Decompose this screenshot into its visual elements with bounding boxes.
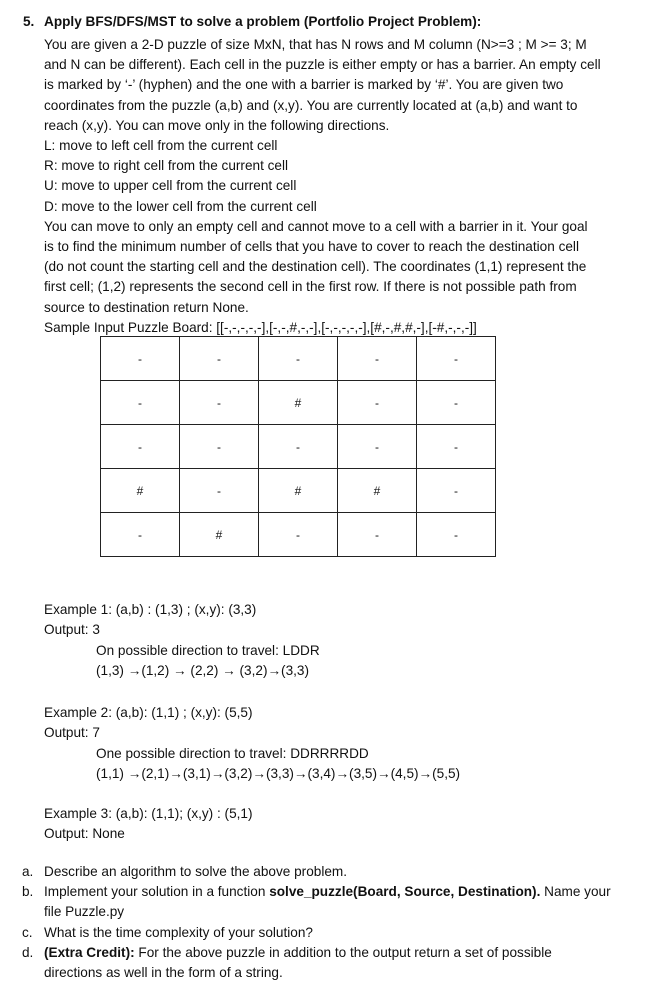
- description-line: source to destination return None.: [44, 299, 249, 315]
- question-a: [22, 862, 642, 882]
- board-cell: #: [180, 513, 259, 557]
- question-text: What is the time complexity of your solution?: [44, 924, 313, 940]
- board-cell: #: [259, 469, 338, 513]
- board-cell: -: [180, 337, 259, 381]
- board-row: [101, 337, 496, 381]
- question-text-line2: file Puzzle.py: [44, 904, 125, 920]
- problem-number: 5.: [23, 14, 35, 29]
- question-list: [22, 862, 642, 983]
- description-line: (do not count the starting cell and the destination cell). The coordinates (1,1) represent the: [44, 259, 587, 275]
- example-output: Output: 7: [44, 725, 100, 741]
- board-row: [101, 513, 496, 557]
- board-cell: -: [417, 337, 496, 381]
- question-letter: d.: [22, 944, 34, 960]
- board-cell: -: [101, 381, 180, 425]
- description-line: first cell; (1,2) represents the second cell in the first row. If there is not possible path from: [44, 279, 577, 295]
- board-cell: -: [338, 513, 417, 557]
- board-cell: -: [101, 425, 180, 469]
- question-text: [44, 943, 642, 983]
- board-cell: -: [417, 425, 496, 469]
- function-signature: solve_puzzle(Board, Source, Destination).: [269, 884, 541, 900]
- question-text: [44, 882, 642, 922]
- problem-description: [44, 35, 644, 338]
- extra-credit-label: (Extra Credit):: [44, 944, 135, 960]
- example-3: [44, 804, 253, 845]
- board-cell: -: [180, 469, 259, 513]
- move-right-rule: R: move to right cell from the current cell: [44, 158, 289, 174]
- sample-input-board: Sample Input Puzzle Board: [[-,-,-,-,-],[-,-,#,-,-],[-,-,-,-,-],[#,-,#,#,-],[-#,-,-,-]]: [44, 319, 477, 335]
- example-output: Output: 3: [44, 622, 100, 638]
- board-cell: -: [101, 513, 180, 557]
- question-letter: c.: [22, 924, 33, 940]
- puzzle-board-table: [100, 336, 496, 557]
- board-cell: -: [101, 337, 180, 381]
- board-cell: #: [338, 469, 417, 513]
- problem-title: Apply BFS/DFS/MST to solve a problem (Portfolio Project Problem):: [44, 14, 482, 29]
- description-line: is to find the minimum number of cells that you have to cover to reach the destination cell: [44, 239, 579, 255]
- board-cell: -: [417, 469, 496, 513]
- board-cell: -: [417, 513, 496, 557]
- description-line: You are given a 2-D puzzle of size MxN, that has N rows and M column (N>=3 ; M >= 3; M: [44, 37, 587, 52]
- question-text-post: For the above puzzle in addition to the output return a set of possible: [134, 944, 552, 960]
- example-path: (1,3) →(1,2) → (2,2) → (3,2)→(3,3): [96, 663, 310, 679]
- board-cell: #: [101, 469, 180, 513]
- example-direction: One possible direction to travel: DDRRRRDD: [96, 745, 369, 761]
- question-text-line2: directions as well in the form of a string.: [44, 965, 283, 981]
- example-path: (1,1) →(2,1)→(3,1)→(3,2)→(3,3)→(3,4)→(3,5)→(4,5)→(5,5): [96, 766, 461, 782]
- board-cell: -: [259, 513, 338, 557]
- question-d: [22, 943, 642, 983]
- board-cell: -: [338, 381, 417, 425]
- board-cell: -: [259, 425, 338, 469]
- question-text: Describe an algorithm to solve the above problem.: [44, 864, 347, 879]
- board-row: [101, 425, 496, 469]
- example-output: Output: None: [44, 826, 125, 842]
- board-cell: -: [338, 337, 417, 381]
- board-row: [101, 469, 496, 513]
- description-line: and N can be different). Each cell in the puzzle is either empty or has a barrier. An empty cell: [44, 57, 601, 73]
- description-line: You can move to only an empty cell and cannot move to a cell with a barrier in it. Your goal: [44, 218, 588, 234]
- example-input: Example 3: (a,b): (1,1); (x,y) : (5,1): [44, 806, 253, 821]
- board-cell: #: [259, 381, 338, 425]
- example-input: Example 1: (a,b) : (1,3) ; (x,y): (3,3): [44, 602, 257, 617]
- board-cell: -: [338, 425, 417, 469]
- description-line: is marked by ‘-’ (hyphen) and the one with a barrier is marked by ‘#’. You are given two: [44, 77, 564, 93]
- board-row: [101, 381, 496, 425]
- board-cell: -: [259, 337, 338, 381]
- board-cell: -: [180, 425, 259, 469]
- question-b: [22, 882, 642, 922]
- question-letter: b.: [22, 884, 34, 900]
- example-1: [44, 600, 320, 682]
- move-down-rule: D: move to the lower cell from the current cell: [44, 198, 317, 214]
- question-text-post: Name your: [540, 884, 611, 900]
- example-direction: On possible direction to travel: LDDR: [96, 642, 320, 658]
- description-line: reach (x,y). You can move only in the following directions.: [44, 117, 390, 133]
- question-letter: a.: [22, 864, 34, 879]
- description-line: coordinates from the puzzle (a,b) and (x,y). You are currently located at (a,b) and want to: [44, 97, 578, 113]
- move-left-rule: L: move to left cell from the current cell: [44, 138, 278, 154]
- example-2: [44, 703, 460, 785]
- move-up-rule: U: move to upper cell from the current cell: [44, 178, 297, 194]
- board-cell: -: [180, 381, 259, 425]
- question-text-pre: Implement your solution in a function: [44, 884, 270, 900]
- board-cell: -: [417, 381, 496, 425]
- example-input: Example 2: (a,b): (1,1) ; (x,y): (5,5): [44, 705, 253, 720]
- question-c: [22, 923, 642, 943]
